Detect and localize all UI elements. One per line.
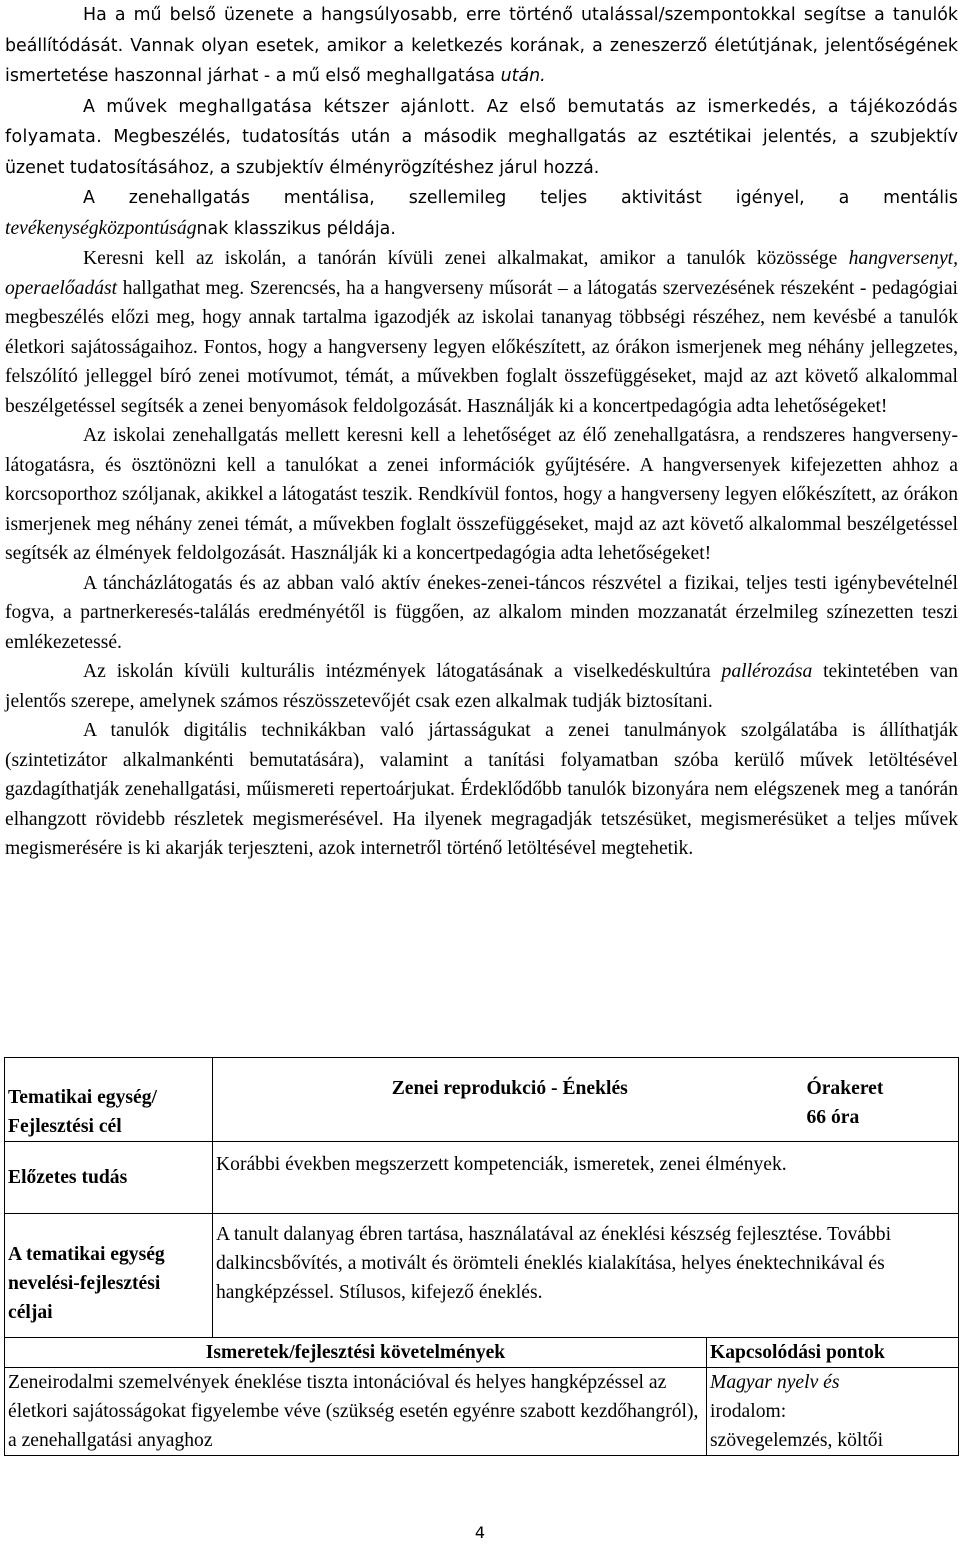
table-row xyxy=(5,1338,959,1368)
paragraph-6-emphasis: pallérozása xyxy=(721,661,813,682)
connections-cell xyxy=(707,1368,959,1456)
table-row xyxy=(5,1142,959,1214)
thematic-unit-table xyxy=(4,1057,959,1456)
paragraph-4: Az iskolai zenehallgatás mellett keresni kell a lehetőséget az élő zenehallgatásra, a rendszeres hangverseny-látogatásra, és ösztönözni kell a tanulókat a zenei információk gyűjtésére. A hangversenyek kifejezetten ahhoz a korcsoporthoz szóljanak, akikkel a látogatást teszik. Rendkívül fontos, hogy a hangverseny legyen előkészített, az órákon ismerjenek meg néhány zenei témát, a művekben foglalt összefüggéseket, majd az azt követő alkalommal beszélgetéssel segítsék az élmények feldolgozását. Használják ki a koncertpedagógia adta lehetőségeket! xyxy=(5,425,958,564)
prior-knowledge-label: Előzetes tudás xyxy=(5,1142,213,1214)
paragraph-2 xyxy=(5,183,958,244)
hours-cell xyxy=(807,1058,959,1142)
paragraph-6 xyxy=(5,657,958,716)
paragraph-1-text: Ha a mű belső üzenete a hangsúlyosabb, erre történő utalással/szempontokkal segítse a tanulók beállítódását. Vannak olyan esetek, amikor a keletkezés korának, a zeneszerző életútjának, jelentőségének ismertetése haszonnal járhat - a mű első meghallgatása xyxy=(5,5,958,86)
paragraph-3 xyxy=(5,244,958,421)
paragraph-2-emphasis: tevékenységközpontúság xyxy=(5,217,197,239)
paragraph-1-recommendation: A művek meghallgatása kétszer ajánlott. xyxy=(83,96,476,117)
connections-subject xyxy=(710,1368,955,1397)
paragraph-2-tail: nak klasszikus példája. xyxy=(196,218,396,239)
paragraph-6-tail: tekintetében van jelentős szerepe, amelynek számos részösszetevőjét csak ezen alkalmak tudják biztosítani. xyxy=(5,661,958,712)
table-row xyxy=(5,1058,959,1142)
connections-subject-cont: irodalom: xyxy=(710,1401,787,1422)
connections-header: Kapcsolódási pontok xyxy=(707,1338,959,1368)
goals-text: A tanult dalanyag ébren tartása, használatával az éneklési készség fejlesztése. További dalkincsbővítés, a motivált és örömteli éneklés kialakítása, helyes énektechnikával és hangképzéssel. Stílusos, kifejező éneklés. xyxy=(213,1214,959,1338)
table-row xyxy=(5,1214,959,1338)
prior-knowledge-text: Korábbi években megszerzett kompetenciák, ismeretek, zenei élmények. xyxy=(213,1142,959,1214)
hours-value: 66 óra xyxy=(806,1107,860,1128)
thematic-unit-title-text: Zenei reprodukció - Éneklés xyxy=(391,1078,628,1099)
goals-label: A tematikai egység nevelési-fejlesztési céljai xyxy=(5,1214,213,1338)
connections-topic: szövegelemzés, költői xyxy=(710,1430,884,1451)
paragraph-3-text: Keresni kell az iskolán, a tanórán kívüli zenei alkalmakat, amikor a tanulók közössége xyxy=(83,248,849,269)
paragraph-2-text: A zenehallgatás mentálisa, szellemileg teljes aktivitást igényel, a mentális xyxy=(83,188,958,208)
requirements-text: Zeneirodalmi szemelvények éneklése tiszta intonációval és helyes hangképzéssel az életkori sajátosságokat figyelembe véve (szükség esetén egyénre szabott kezdőhangról), a zenehallgatási anyaghoz xyxy=(5,1368,707,1456)
document-body xyxy=(5,0,958,864)
paragraph-5: A táncházlátogatás és az abban való aktív énekes-zenei-táncos részvétel a fizikai, teljes testi igénybevételnél fogva, a partnerkeresés-találás eredményétől is függően, az alkalom minden mozzanatát érzelmileg színezetten teszi emlékezetessé. xyxy=(5,572,958,653)
hours-label: Órakeret xyxy=(806,1078,884,1099)
paragraph-7: A tanulók digitális technikákban való jártasságukat a zenei tanulmányok szolgálatába is állíthatják (szintetizátor alkalmankénti bemutatására), valamint a tanítási folyamatban szóba kerülő művek letöltésével gazdagíthatják zenehallgatási, műismereti repertoárjukat. Érdeklődőbb tanulók bizonyára nem elégszenek meg a tanórán elhangzott rövidebb részletek megismerésével. Ha ilyenek megragadják tetszésüket, megismerésüket a teljes művek megismerésére is ki akarják terjeszteni, azok internetről történő letöltésével megtehetik. xyxy=(5,720,958,859)
paragraph-3-tail: hallgathat meg. Szerencsés, ha a hangverseny műsorát – a látogatás szervezésének részeként - pedagógiai megbeszélés előzi meg, hogy annak tartalma igazodjék az iskolai tananyag többségi részéhez, nem kevésbé a tanulók életkori sajátosságaihoz. Fontos, hogy a hangverseny legyen előkészített, az órákon ismerjenek meg néhány jellegzetes, felszólító jelleggel bíró zenei motívumot, témát, a művekben foglalt összefüggéseket, majd az azt követő alkalommal beszélgetéssel segítsék a zenei benyomások feldolgozását. Használják ki a koncertpedagógia adta lehetőségeket! xyxy=(5,277,958,417)
thematic-unit-title xyxy=(213,1058,807,1142)
paragraph-1-emphasis: után. xyxy=(500,66,546,86)
paragraph-1-second-listening: Megbeszélés, tudatosítás után a második meghallgatás az esztétikai jelentés, a szubjektív üzenet tudatosításához, a szubjektív élményrögzítéshez járul hozzá. xyxy=(5,127,958,178)
paragraph-1 xyxy=(5,0,958,183)
page-number: 4 xyxy=(474,1523,486,1542)
table-row xyxy=(5,1368,959,1456)
paragraph-6-text: Az iskolán kívüli kulturális intézmények látogatásának a viselkedéskultúra xyxy=(83,661,722,682)
paragraph-3-emphasis: hangversenyt, operaelőadást xyxy=(5,248,958,299)
requirements-header: Ismeretek/fejlesztési követelmények xyxy=(5,1338,707,1368)
connections-subject-name: Magyar nyelv és xyxy=(710,1372,840,1393)
thematic-unit-label: Tematikai egység/ Fejlesztési cél xyxy=(5,1058,213,1142)
paragraph-1-first-listening: Az első bemutatás az ismerkedés, a tájékozódás folyamata. xyxy=(5,96,958,147)
